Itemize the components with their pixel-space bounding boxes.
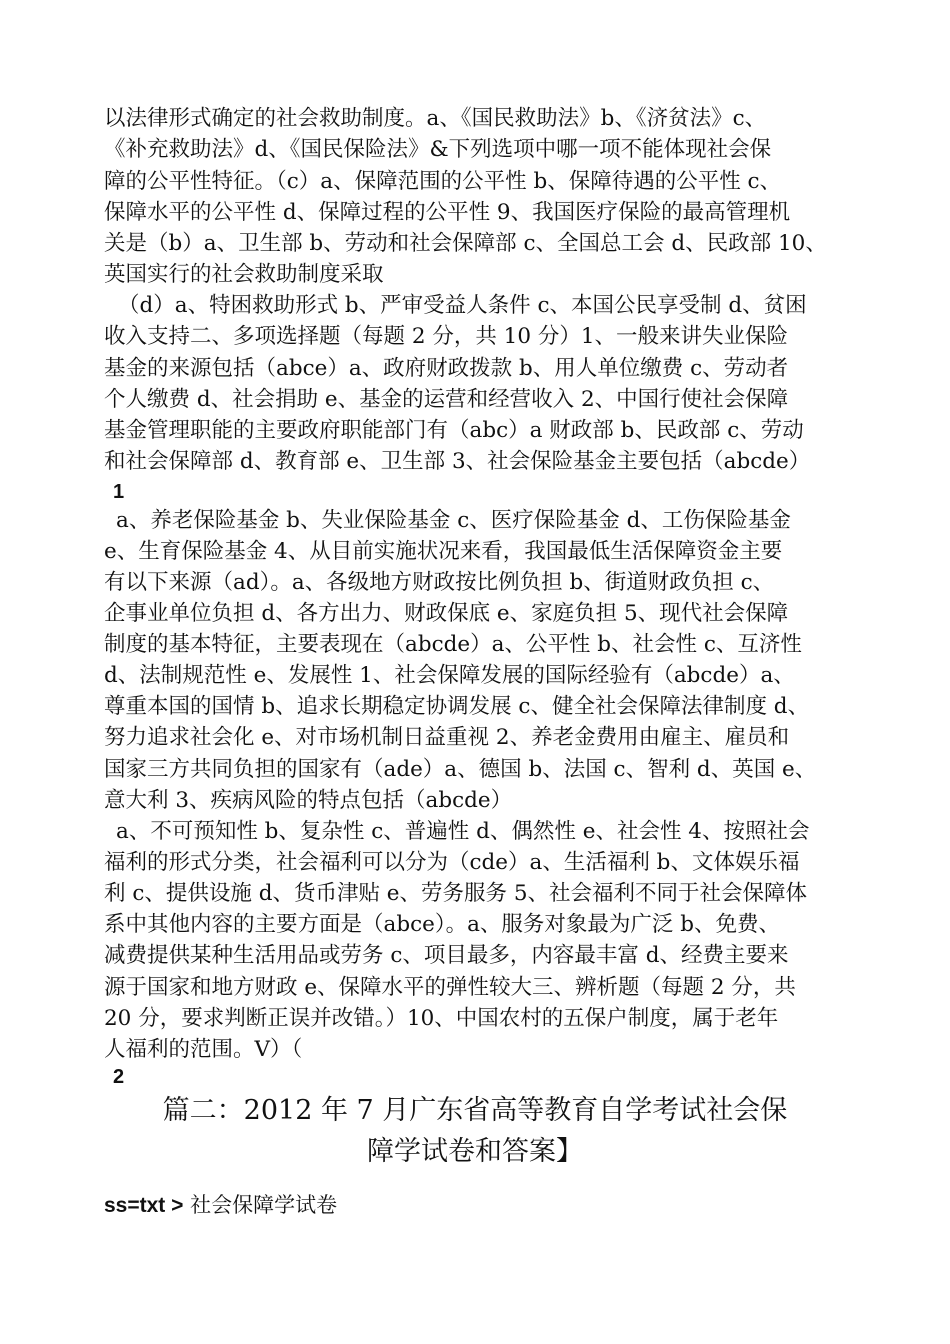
body-line: d、法制规范性 e、发展性 1、社会保障发展的国际经验有（abcde）a、 [104, 663, 795, 688]
body-line: 人福利的范围。V）（ [104, 1037, 303, 1062]
body-line: 保障水平的公平性 d、保障过程的公平性 9、我国医疗保险的最高管理机 [104, 200, 791, 225]
body-line: 基金的来源包括（abce）a、政府财政拨款 b、用人单位缴费 c、劳动者 [104, 356, 789, 381]
body-line: 福利的形式分类，社会福利可以分为（cde）a、生活福利 b、文体娱乐福 [104, 850, 800, 875]
source-tag: ss=txt > [104, 1194, 184, 1217]
body-line: 收入支持二、多项选择题（每题 2 分，共 10 分）1、一般来讲失业保险 [104, 324, 789, 349]
body-line: e、生育保险基金 4、从目前实施状况来看，我国最低生活保障资金主要 [104, 539, 783, 564]
body-line: 努力追求社会化 e、对市场机制日益重视 2、养老金费用由雇主、雇员和 [104, 725, 790, 750]
subtitle-line [104, 1190, 337, 1221]
body-line: 国家三方共同负担的国家有（ade）a、德国 b、法国 c、智利 d、英国 e、 [104, 757, 817, 782]
section-heading-line-2: 障学试卷和答案】 [367, 1136, 583, 1167]
body-line: 和社会保障部 d、教育部 e、卫生部 3、社会保险基金主要包括（abcde） [104, 449, 811, 474]
body-line: 意大利 3、疾病风险的特点包括（abcde） [104, 788, 513, 813]
section-heading-line-1: 篇二：2012 年 7 月广东省高等教育自学考试社会保 [162, 1095, 788, 1126]
page-number: 1 [113, 481, 125, 503]
body-line: 源于国家和地方财政 e、保障水平的弹性较大三、辨析题（每题 2 分，共 [104, 975, 796, 1000]
body-line: 关是（b）a、卫生部 b、劳动和社会保障部 c、全国总工会 d、民政部 10、 [104, 231, 827, 256]
body-line: 制度的基本特征，主要表现在（abcde）a、公平性 b、社会性 c、互济性 [104, 632, 802, 657]
body-line: a、养老保险基金 b、失业保险基金 c、医疗保险基金 d、工伤保险基金 [116, 508, 791, 533]
body-line: 障的公平性特征。（c）a、保障范围的公平性 b、保障待遇的公平性 c、 [104, 169, 782, 194]
body-line: 利 c、提供设施 d、货币津贴 e、劳务服务 5、社会福利不同于社会保障体 [104, 881, 808, 906]
body-line: a、不可预知性 b、复杂性 c、普遍性 d、偶然性 e、社会性 4、按照社会 [116, 819, 810, 844]
body-line: 企事业单位负担 d、各方出力、财政保底 e、家庭负担 5、现代社会保障 [104, 601, 789, 626]
body-line: 减费提供某种生活用品或劳务 c、项目最多，内容最丰富 d、经费主要来 [104, 943, 789, 968]
body-line: 个人缴费 d、社会捐助 e、基金的运营和经营收入 2、中国行使社会保障 [104, 387, 789, 412]
subtitle-text: 社会保障学试卷 [190, 1193, 338, 1217]
page-number: 2 [113, 1066, 125, 1088]
body-line: 《补充救助法》d、《国民保险法》&下列选项中哪一项不能体现社会保 [104, 137, 772, 162]
body-line: 有以下来源（ad）。a、各级地方财政按比例负担 b、街道财政负担 c、 [104, 570, 775, 595]
body-line: 以法律形式确定的社会救助制度。a、《国民救助法》b、《济贫法》c、 [104, 106, 767, 131]
body-line: （d）a、特困救助形式 b、严审受益人条件 c、本国公民享受制 d、贫困 [118, 293, 807, 318]
body-line: 20 分，要求判断正误并改错。）10、中国农村的五保户制度，属于老年 [104, 1006, 779, 1031]
body-line: 系中其他内容的主要方面是（abce）。a、服务对象最为广泛 b、免费、 [104, 912, 781, 937]
body-line: 英国实行的社会救助制度采取 [104, 262, 384, 287]
body-line: 尊重本国的国情 b、追求长期稳定协调发展 c、健全社会保障法律制度 d、 [104, 694, 810, 719]
body-line: 基金管理职能的主要政府职能部门有（abc）a 财政部 b、民政部 c、劳动 [104, 418, 804, 443]
